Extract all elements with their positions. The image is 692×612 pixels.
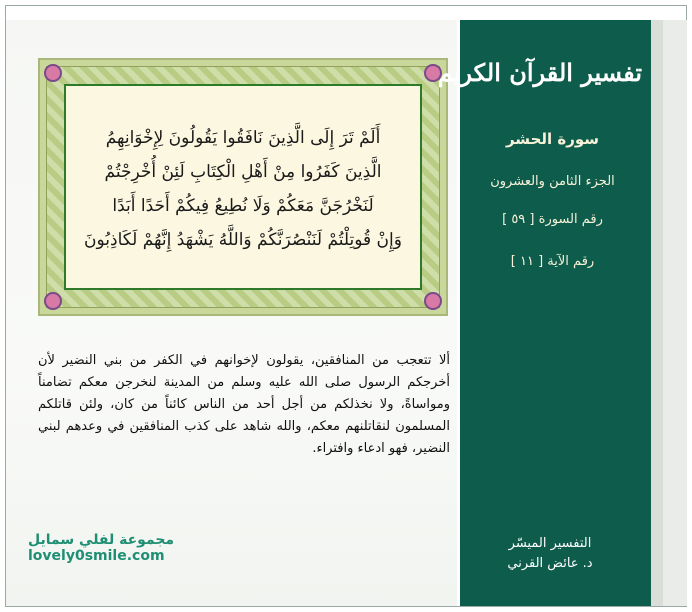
watermark: [28, 532, 174, 564]
book-title: تفسير القرآن الكريم: [437, 58, 642, 87]
flower-ornament-icon: [44, 292, 62, 310]
ayah-number: رقم الآية [ ١١ ]: [510, 254, 595, 269]
surah-name: سورة الحشر: [505, 130, 600, 148]
credit-author: د. عائض القرني: [507, 556, 593, 571]
verse-frame: [38, 58, 448, 316]
credit-title: التفسير الميسّر: [508, 536, 592, 551]
sidebar-stripe: [651, 20, 663, 606]
flower-ornament-icon: [44, 64, 62, 82]
verse-panel: [64, 84, 422, 290]
juz-label: الجزء الثامن والعشرون: [490, 174, 615, 189]
tafsir-text: ألا تتعجب من المنافقين، يقولون لإخوانهم في الكفر من بني النضير لأن أخرجكم الرسول صلى الله عليه وسلم من المدينة لنخرجن معكم تضامناً ومواساةً، ولا نخذلكم من أجل أحد من الناس كائناً من كان، ولئن قاتلكم المسلمون لنقاتلنهم معكم، والله شاهد على كذب المنافقين في وعدهم لبني النضير، فهو ادعاء وافتراء.: [38, 353, 450, 456]
verse-line: لَنَخْرُجَنَّ مَعَكُمْ وَلَا نُطِيعُ فِيكُمْ أَحَدًا أَبَدًا: [112, 196, 374, 216]
verse-line: وَإِنْ قُوتِلْتُمْ لَنَنْصُرَنَّكُمْ وَاللَّهُ يَشْهَدُ إِنَّهُمْ لَكَاذِبُونَ: [84, 230, 402, 250]
sidebar: [437, 20, 651, 606]
verse-line: الَّذِينَ كَفَرُوا مِنْ أَهْلِ الْكِتَابِ لَئِنْ أُخْرِجْتُمْ: [104, 162, 382, 182]
watermark-arabic: مجموعة لفلي سمايل: [28, 532, 175, 548]
sidebar-stripe-light: [663, 20, 687, 606]
surah-number: رقم السورة [ ٥٩ ]: [502, 212, 603, 227]
verse-line: أَلَمْ تَرَ إِلَى الَّذِينَ نَافَقُوا يَقُولُونَ لِإِخْوَانِهِمُ: [105, 128, 381, 148]
flower-ornament-icon: [424, 292, 442, 310]
watermark-url: lovely0smile.com: [28, 548, 165, 564]
